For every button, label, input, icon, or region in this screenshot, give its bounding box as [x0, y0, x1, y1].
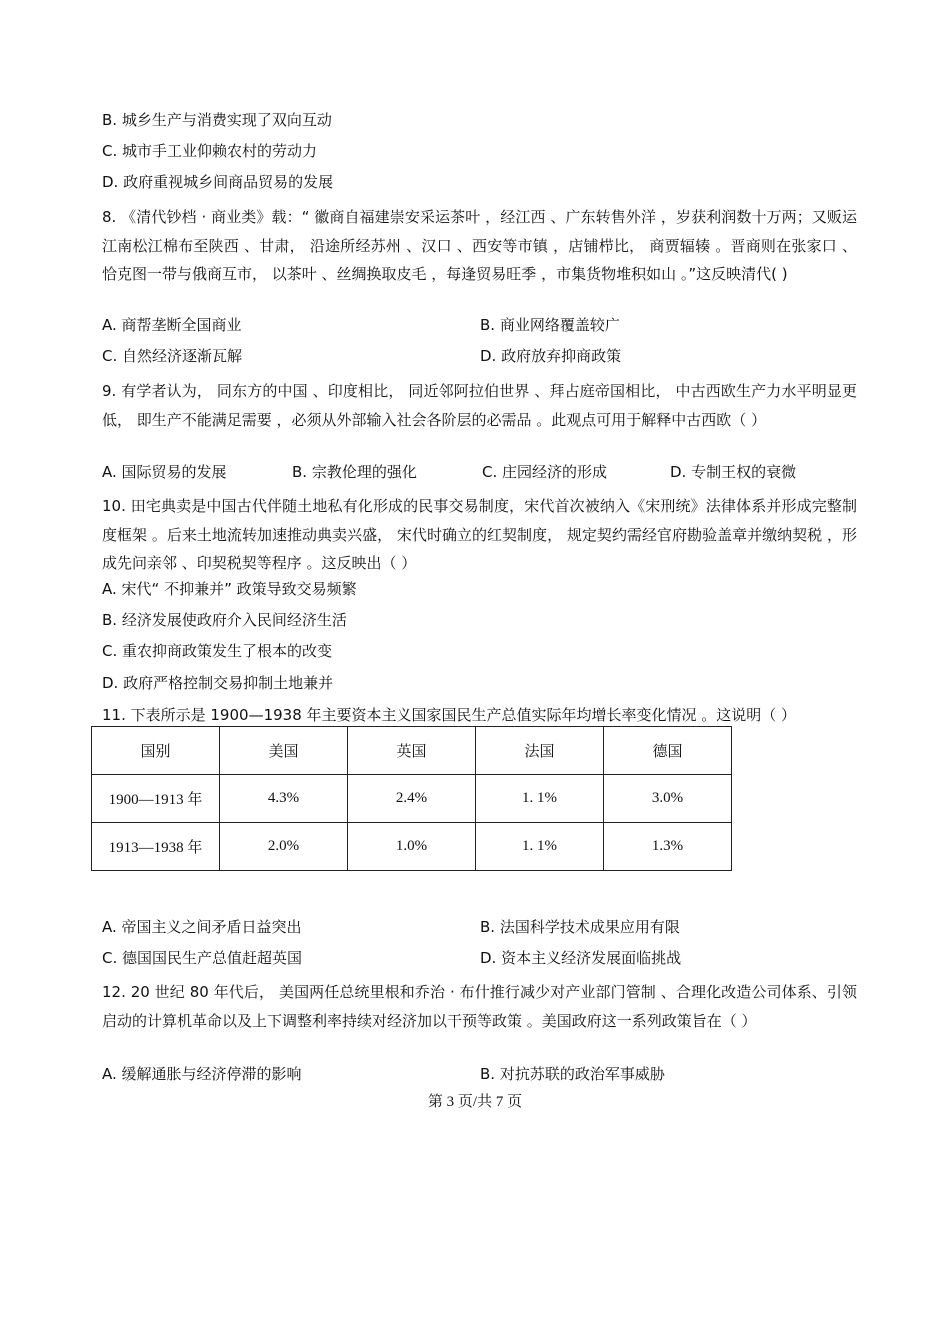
table-cell: 2.0% — [220, 823, 348, 871]
table-cell: 3.0% — [604, 775, 732, 823]
table-header-cell: 英国 — [348, 727, 476, 775]
table-header-cell: 国别 — [92, 727, 220, 775]
table-header-cell: 美国 — [220, 727, 348, 775]
q9-option-c: C. 庄园经济的形成 — [482, 463, 608, 481]
q8-option-b: B. 商业网络覆盖较广 — [480, 316, 620, 334]
q11-option-d: D. 资本主义经济发展面临挑战 — [480, 949, 682, 967]
q11-option-a: A. 帝国主义之间矛盾日益突出 — [102, 918, 302, 936]
gdp-growth-table — [91, 726, 732, 871]
q7-option-c: C. 城市手工业仰赖农村的劳动力 — [102, 142, 318, 160]
table-cell: 4.3% — [220, 775, 348, 823]
q8-stem: 8. 《清代钞档 · 商业类》载：“ 徽商自福建崇安采运茶叶 ，经江西 、广东转售外洋 ，岁获利润数十万两；又贩运江南松江棉布至陕西 、甘肃， 沿途所经苏州 、汉口 、西安等市镇 ，店铺栉比， 商贾辐辏 。晋商则在张家口 、恰克图一带与俄商互市， 以茶叶 、丝绸换取皮毛 ，每逢贸易旺季 ，市集货物堆积如山 。”这反映清代( ) — [102, 208, 857, 283]
table-row — [92, 823, 732, 871]
q9-option-b: B. 宗教伦理的强化 — [292, 463, 417, 481]
q8-option-c: C. 自然经济逐渐瓦解 — [102, 347, 243, 365]
table-cell: 1.0% — [348, 823, 476, 871]
table-header-cell: 法国 — [476, 727, 604, 775]
q11-option-b: B. 法国科学技术成果应用有限 — [480, 918, 680, 936]
table-cell: 2.4% — [348, 775, 476, 823]
q12-option-a: A. 缓解通胀与经济停滞的影响 — [102, 1065, 302, 1083]
page-number-footer: 第 3 页/共 7 页 — [427, 1094, 523, 1110]
table-cell: 1. 1% — [476, 775, 604, 823]
table-cell: 1900—1913 年 — [92, 775, 220, 823]
q12-stem: 12. 20 世纪 80 年代后， 美国两任总统里根和乔治 · 布什推行减少对产业部门管制 、合理化改造公司体系、引领启动的计算机革命以及上下调整利率持续对经济加以干预等政策 。美国政府这一系列政策旨在（ ） — [102, 983, 857, 1030]
q11-option-c: C. 德国国民生产总值赶超英国 — [102, 949, 303, 967]
q11-stem: 11. 下表所示是 1900—1938 年主要资本主义国家国民生产总值实际年均增长率变化情况 。这说明（ ） — [102, 706, 797, 724]
table-row — [92, 775, 732, 823]
table-cell: 1913—1938 年 — [92, 823, 220, 871]
q10-option-a: A. 宋代“ 不抑兼并” 政策导致交易频繁 — [102, 580, 357, 598]
q7-option-d: D. 政府重视城乡间商品贸易的发展 — [102, 173, 334, 191]
q7-option-b: B. 城乡生产与消费实现了双向互动 — [102, 111, 332, 129]
q12-option-b: B. 对抗苏联的政治军事威胁 — [480, 1065, 665, 1083]
table-cell: 1. 1% — [476, 823, 604, 871]
q8-option-d: D. 政府放弃抑商政策 — [480, 347, 622, 365]
q10-option-c: C. 重农抑商政策发生了根本的改变 — [102, 642, 333, 660]
q9-option-a: A. 国际贸易的发展 — [102, 463, 227, 481]
table-header-row — [92, 727, 732, 775]
q9-stem: 9. 有学者认为， 同东方的中国 、印度相比， 同近邻阿拉伯世界 、拜占庭帝国相比， 中古西欧生产力水平明显更低， 即生产不能满足需要 ，必须从外部输入社会各阶层的必需品 。此观点可用于解释中古西欧（ ） — [102, 382, 857, 429]
q8-option-a: A. 商帮垄断全国商业 — [102, 316, 242, 334]
table-cell: 1.3% — [604, 823, 732, 871]
table-header-cell: 德国 — [604, 727, 732, 775]
q9-option-d: D. 专制王权的衰微 — [670, 463, 797, 481]
q10-option-d: D. 政府严格控制交易抑制土地兼并 — [102, 674, 334, 692]
q10-option-b: B. 经济发展使政府介入民间经济生活 — [102, 611, 347, 629]
q10-stem: 10. 田宅典卖是中国古代伴随土地私有化形成的民事交易制度，宋代首次被纳入《宋刑统》法律体系并形成完整制度框架 。后来土地流转加速推动典卖兴盛， 宋代时确立的红契制度， 规定契约需经官府勘验盖章并缴纳契税 ，形成先问亲邻 、印契税契等程序 。这反映出（ ） — [102, 497, 857, 572]
